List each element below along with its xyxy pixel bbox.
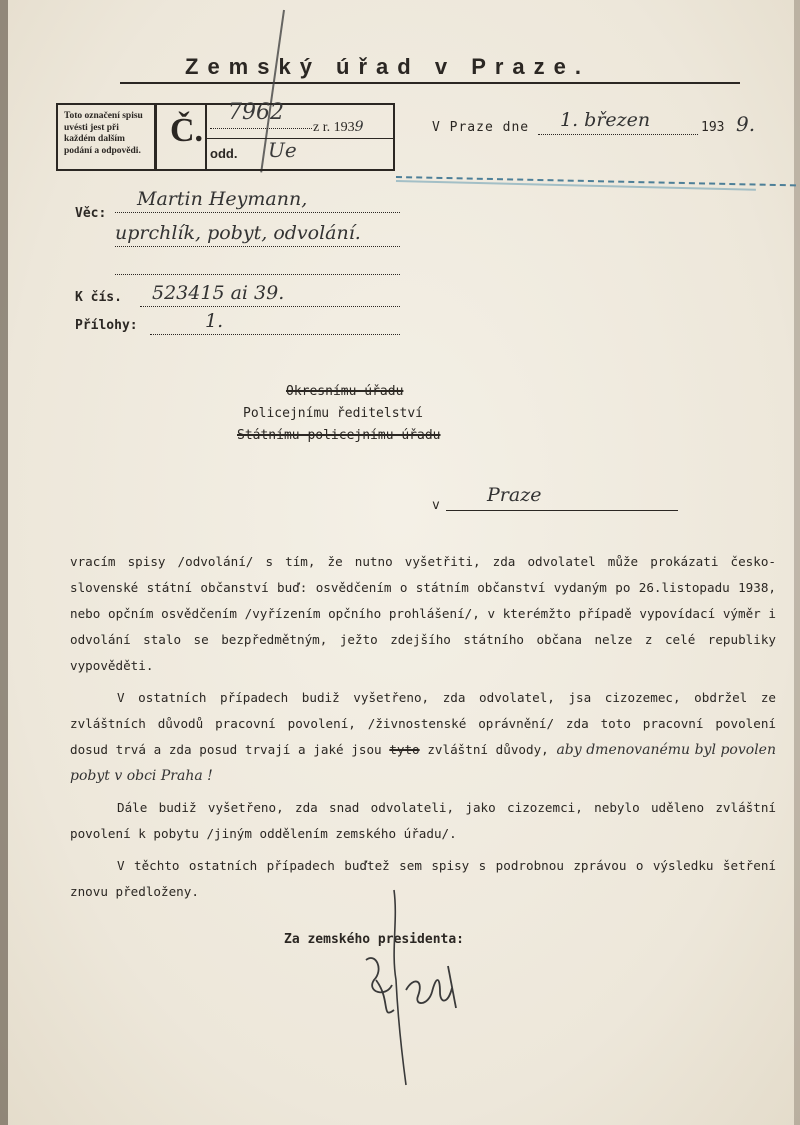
addressee-place: Praze	[487, 484, 542, 506]
page-edge-right	[794, 0, 800, 1125]
subject-dotline-2	[115, 246, 400, 247]
file-number: 7962	[228, 100, 284, 125]
addressee-state-police-struck: Státnímu policejnímu úřadu	[237, 428, 441, 443]
date-year-prefix: 193	[701, 120, 725, 135]
file-letter: Č.	[170, 112, 204, 149]
subject-line-1: Martin Heymann,	[137, 188, 308, 210]
department-value: Ue	[268, 138, 297, 162]
date-year-digit: 9.	[736, 112, 756, 136]
file-year	[313, 119, 364, 136]
letter-body	[70, 549, 776, 911]
file-note-box: Toto označení spisu uvésti jest při každém dalším podání a odpovědi.	[56, 103, 156, 171]
date-handwritten: 1. březen	[560, 109, 651, 131]
body-paragraph-2	[70, 685, 776, 789]
reference-dotline	[140, 306, 400, 307]
reference-label: K čís.	[75, 290, 122, 305]
addressee-police: Policejnímu ředitelství	[243, 406, 424, 421]
signature-label: Za zemského presidenta:	[284, 932, 465, 947]
body-paragraph-2-text: V ostatních případech budiž vyšetřeno, zda odvolatel, jsa cizozemec, obdržel ze zvláštních důvodů pracovní povolení, /živnostenské oprávnění/ zda toto pracovní povolení dosud trvá a zda posud trvají a jaké jsou	[70, 690, 776, 757]
department-label: odd.	[210, 146, 238, 161]
file-year-prefix: z r. 193	[313, 120, 355, 135]
body-paragraph-4: V těchto ostatních případech buďtež sem spisy s podrobnou zprávou o výsledku šetření znovu předloženy.	[70, 858, 776, 899]
attachments-label: Přílohy:	[75, 318, 138, 333]
handwritten-signature	[336, 880, 476, 1090]
addressee-place-prefix: v	[432, 498, 440, 513]
body-struck-word: tyto	[389, 742, 420, 757]
addressee-district-struck: Okresnímu úřadu	[286, 384, 404, 399]
body-paragraph-1: vracím spisy /odvolání/ s tím, že nutno vyšetřiti, zda odvolatel může prokázati česko-slovenské státní občanství buď: osvědčením o státním občanství vydaným po 26.listopadu 1938, nebo opčním osvědčením /vyřízením opčního prohlášení/, v kterémžto případě vypovídací výměr i odvolání stalo se bezpředmětným, ježto zdejšího státního občana nelze z celé republiky vypověděti.	[70, 554, 776, 673]
file-number-dotline	[210, 128, 312, 129]
subject-label: Věc:	[75, 206, 107, 221]
attachments-value: 1.	[205, 310, 224, 332]
file-box-divider	[205, 105, 207, 169]
body-paragraph-3: Dále budiž vyšetřeno, zda snad odvolateli, jako cizozemci, nebylo uděleno zvláštní povolení k pobytu /jiným oddělením zemského úřadu/.	[70, 800, 776, 841]
addressee-place-line	[446, 510, 678, 511]
date-dotline	[538, 134, 698, 135]
file-year-digit: 9	[354, 119, 364, 135]
subject-line-2: uprchlík, pobyt, odvolání.	[115, 222, 361, 244]
subject-dotline-1	[115, 212, 400, 213]
title-rule	[120, 82, 740, 84]
place-label: V Praze dne	[432, 120, 530, 135]
attachments-dotline	[150, 334, 400, 335]
page-edge-left	[0, 0, 8, 1125]
body-handwritten-addition: aby dmenovanému byl povolen pobyt v obci Praha !	[70, 742, 776, 784]
body-paragraph-2-end: zvláštní důvody,	[427, 742, 549, 757]
reference-value: 523415 ai 39.	[152, 282, 285, 304]
office-title: Zemský úřad v Praze.	[185, 54, 591, 79]
department-rule	[207, 138, 393, 139]
subject-dotline-3	[115, 274, 400, 275]
